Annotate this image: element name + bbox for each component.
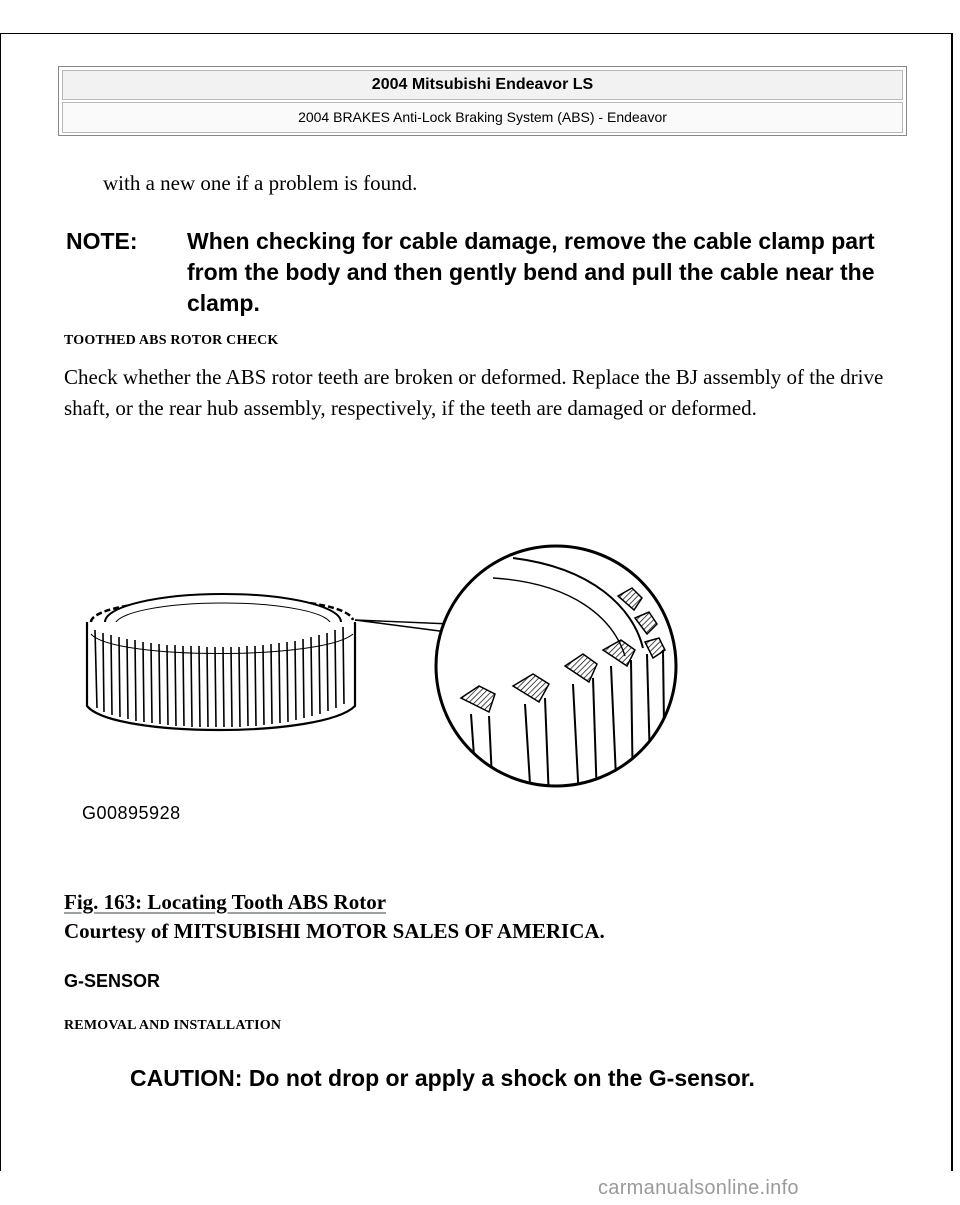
rotor-ring-drawing [83,594,363,732]
caution-text: CAUTION: Do not drop or apply a shock on the G-sensor. [130,1065,755,1091]
magnified-teeth-view [436,546,676,800]
continued-text: with a new one if a problem is found. [103,171,418,195]
page-frame-top [0,33,952,34]
figure-code: G00895928 [82,803,181,823]
page-frame-left [0,33,1,1171]
note-text: When checking for cable damage, remove the cable clamp part from the body and then gently bend and pull the cable near the clamp. [187,228,875,316]
watermark: carmanualsonline.info [598,1177,799,1199]
figure-caption-link[interactable]: Fig. 163: Locating Tooth ABS Rotor [64,890,387,914]
note-label: NOTE: [66,228,138,254]
section-heading-g-sensor: G-SENSOR [64,971,161,991]
document-header [58,66,907,136]
abs-rotor-illustration [73,538,703,838]
header-subtitle: 2004 BRAKES Anti-Lock Braking System (ABS) - Endeavor [62,102,903,133]
header-title: 2004 Mitsubishi Endeavor LS [62,70,903,100]
figure-courtesy: Courtesy of MITSUBISHI MOTOR SALES OF AMERICA. [64,919,605,943]
rotor-check-paragraph: Check whether the ABS rotor teeth are broken or deformed. Replace the BJ assembly of the drive shaft, or the rear hub assembly, respectively, if the teeth are damaged or deformed. [64,365,884,420]
page-frame-right [951,33,953,1171]
section-heading-removal-installation: REMOVAL AND INSTALLATION [64,1018,282,1033]
section-heading-rotor-check: TOOTHED ABS ROTOR CHECK [64,333,279,348]
document-header-inner [62,70,903,132]
